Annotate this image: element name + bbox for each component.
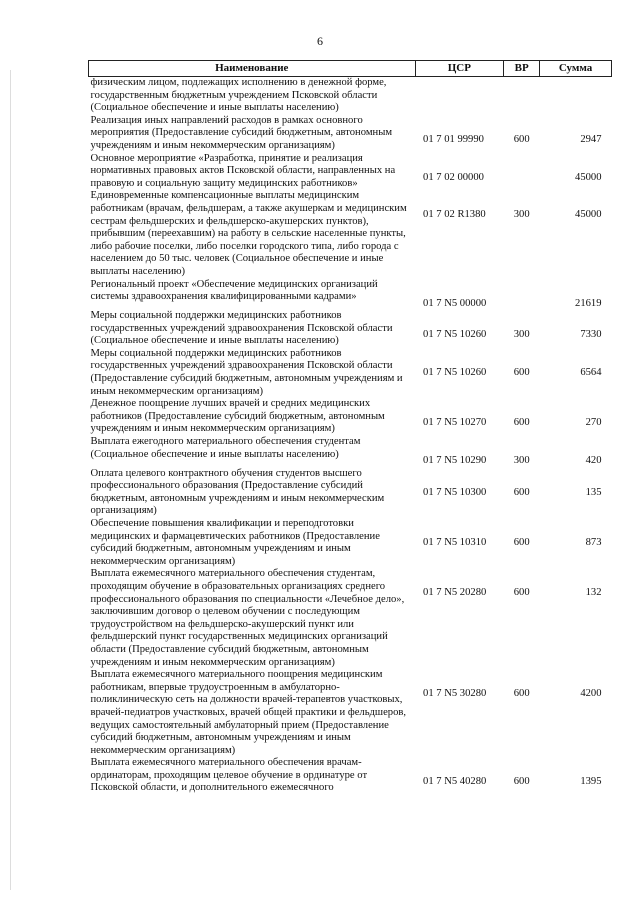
cell-sum: 21619 bbox=[575, 297, 602, 309]
cell-vr: 300 bbox=[513, 329, 530, 341]
budget-table bbox=[88, 60, 612, 795]
cell-csr: 01 7 01 99990 bbox=[423, 133, 484, 145]
cell-vr: 600 bbox=[513, 133, 530, 145]
cell-sum bbox=[540, 77, 612, 115]
cell-vr: 300 bbox=[513, 455, 530, 467]
cell-vr: 600 bbox=[513, 486, 530, 498]
cell-name: Оплата целевого контрактного обучения студентов высшего профессионального образования (Предоставление субсидий бюджетным, автономным учреждениям и иным некоммерческим организациям) bbox=[90, 467, 385, 517]
cell-vr: 600 bbox=[513, 417, 530, 429]
cell-sum: 4200 bbox=[580, 688, 602, 700]
header-sum: Сумма bbox=[540, 61, 612, 77]
cell-name: Обеспечение повышения квалификации и переподготовки медицинских и фармацевтических работников (Предоставление субсидий бюджетным, автономным учреждениям и иным некоммерческим организациям) bbox=[90, 518, 380, 567]
cell-vr: 600 bbox=[513, 688, 530, 700]
cell-sum: 873 bbox=[585, 537, 602, 548]
table-row bbox=[89, 190, 612, 278]
table-body bbox=[89, 77, 612, 796]
scan-edge-line bbox=[10, 70, 11, 890]
cell-sum: 45000 bbox=[575, 171, 602, 183]
cell-vr: 300 bbox=[513, 209, 530, 221]
table-row bbox=[89, 398, 612, 436]
cell-sum: 7330 bbox=[580, 329, 602, 341]
header-vr: ВР bbox=[504, 61, 540, 77]
cell-csr: 01 7 02 00000 bbox=[423, 171, 484, 183]
table-row bbox=[89, 518, 612, 568]
cell-csr: 01 7 N5 40280 bbox=[423, 776, 487, 788]
cell-csr: 01 7 N5 10260 bbox=[423, 366, 487, 378]
table-row bbox=[89, 77, 612, 115]
table-row bbox=[89, 153, 612, 191]
cell-sum: 270 bbox=[585, 417, 602, 429]
cell-name: Меры социальной поддержки медицинских работников государственных учреждений здравоохранения Псковской области (Предоставление субсидий бюджетным, автономным учреждениям и иным некоммерческим организациям) bbox=[90, 347, 403, 397]
table-row bbox=[89, 436, 612, 468]
cell-vr bbox=[504, 77, 540, 115]
cell-csr: 01 7 N5 10290 bbox=[423, 455, 487, 467]
cell-csr: 01 7 N5 30280 bbox=[423, 688, 487, 700]
cell-sum: 135 bbox=[585, 486, 602, 498]
cell-sum: 1395 bbox=[580, 776, 602, 788]
header-name: Наименование bbox=[89, 61, 416, 77]
cell-csr bbox=[415, 77, 504, 115]
table-row bbox=[89, 279, 612, 311]
table-row bbox=[89, 568, 612, 669]
table-row bbox=[89, 757, 612, 795]
table-row bbox=[89, 348, 612, 398]
cell-vr: 600 bbox=[513, 366, 530, 378]
cell-name: Выплата ежегодного материального обеспечения студентам (Социальное обеспечение и иные выплаты населению) bbox=[90, 436, 361, 460]
cell-vr bbox=[504, 153, 540, 191]
cell-vr: 600 bbox=[513, 776, 530, 788]
cell-name: Реализация иных направлений расходов в рамках основного мероприятия (Предоставление субсидий бюджетным, автономным учреждениям и иным некоммерческим организациям) bbox=[90, 114, 393, 151]
table-row bbox=[89, 669, 612, 757]
cell-name: Выплата ежемесячного материального поощрения медицинским работникам, впервые трудоустроенным в амбулаторно-поликлиническую сеть на должности врачей-терапевтов участковых, врачей-педиатров участковых, врачей общей практики и фельдшеров, ведущих самостоятельный амбулаторный прием (Предоставление субсидий бюджетным, автономным учреждениям и иным некоммерческим организациям) bbox=[90, 669, 407, 756]
cell-vr: 600 bbox=[513, 537, 530, 548]
cell-vr bbox=[504, 279, 540, 311]
table-header-row bbox=[89, 61, 612, 77]
cell-name: Единовременные компенсационные выплаты медицинским работникам (врачам, фельдшерам, а также акушеркам и медицинским сестрам фельдшерских и фельдшерско-акушерских пунктов), прибывшим (переехавшим) на работу в сельские населенные пункты, либо рабочие поселки, либо поселки городского типа, либо города с населением до 50 тыс. человек (Социальное обеспечение и иные выплаты населению) bbox=[90, 190, 407, 277]
cell-sum: 6564 bbox=[580, 366, 602, 378]
cell-csr: 01 7 N5 10300 bbox=[423, 486, 487, 498]
cell-sum: 45000 bbox=[575, 209, 602, 221]
cell-csr: 01 7 N5 10270 bbox=[423, 417, 487, 429]
page-number: 6 bbox=[317, 34, 323, 48]
cell-csr: 01 7 N5 20280 bbox=[423, 587, 487, 599]
cell-name: физическим лицом, подлежащих исполнению в денежной форме, государственным бюджетным учреждением Псковской области (Социальное обеспечение и иные выплаты населению) bbox=[90, 77, 387, 114]
header-csr: ЦСР bbox=[415, 61, 504, 77]
cell-vr: 600 bbox=[513, 587, 530, 599]
cell-name: Региональный проект «Обеспечение медицинских организаций системы здравоохранения квалифицированными кадрами» bbox=[90, 278, 378, 303]
table-row bbox=[89, 310, 612, 348]
cell-csr: 01 7 N5 10260 bbox=[423, 329, 487, 341]
cell-name: Выплата ежемесячного материального обеспечения студентам, проходящим обучение в образовательных организациях среднего профессионального образования по специальности «Лечебное дело», заключившим договор о целевом обучении с последующим трудоустройством на фельдшерско-акушерский пункт или фельдшерский пункт государственных медицинских организаций области (Предоставление субсидий бюджетным, автономным учреждениям и иным некоммерческим организациям) bbox=[90, 568, 405, 668]
cell-name: Выплата ежемесячного материального обеспечения врачам-ординаторам, проходящим целевое обучение в ординатуре от Псковской области, и дополнительного ежемесячного bbox=[90, 757, 368, 794]
cell-name: Основное мероприятие «Разработка, принятие и реализация нормативных правовых актов Псковской области, направленных на правовую и социальную защиту медицинских работников» bbox=[90, 152, 396, 189]
cell-csr: 01 7 02 R1380 bbox=[423, 209, 486, 221]
table-row bbox=[89, 115, 612, 153]
cell-csr: 01 7 N5 00000 bbox=[423, 297, 487, 309]
table-row bbox=[89, 468, 612, 518]
cell-sum: 420 bbox=[585, 455, 602, 467]
cell-sum: 2947 bbox=[580, 133, 602, 145]
cell-sum: 132 bbox=[585, 587, 602, 599]
cell-name: Денежное поощрение лучших врачей и средних медицинских работников (Предоставление субсидий бюджетным, автономным учреждениям и иным некоммерческим организациям) bbox=[90, 398, 385, 435]
cell-name: Меры социальной поддержки медицинских работников государственных учреждений здравоохранения Псковской области (Социальное обеспечение и иные выплаты населению) bbox=[90, 310, 393, 347]
cell-csr: 01 7 N5 10310 bbox=[423, 537, 487, 548]
